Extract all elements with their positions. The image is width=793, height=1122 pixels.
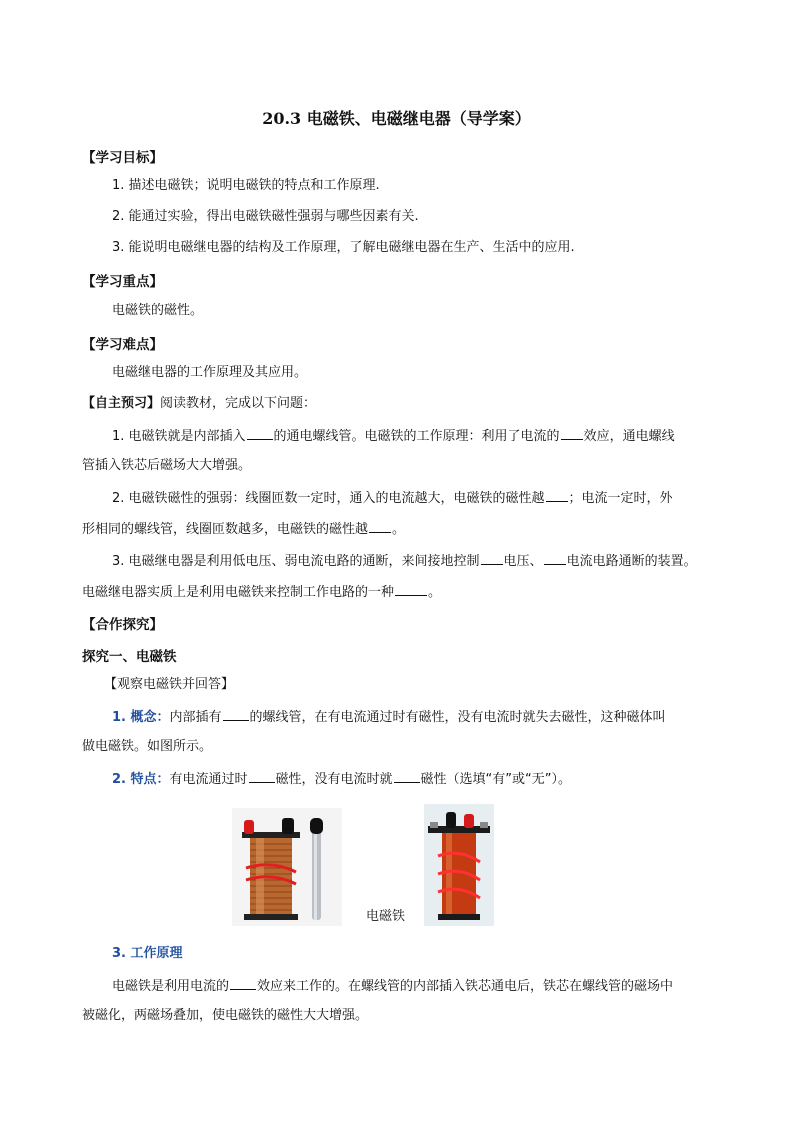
feature-text-b: 磁性，没有电流时就 bbox=[275, 772, 393, 787]
preview-q2-text-a: 2. 电磁铁磁性的强弱：线圈匝数一定时，通入的电流越大，电磁铁的磁性越 bbox=[112, 491, 545, 506]
preview-q3-text-b: 电压、 bbox=[503, 554, 543, 569]
preview-q3-text-a: 3. 电磁继电器是利用低电压、弱电流电路的通断，来间接地控制 bbox=[112, 554, 480, 569]
explore-heading: 探究一、电磁铁 bbox=[82, 649, 177, 665]
document-title: 20.3 电磁铁、电磁继电器（导学案） bbox=[262, 109, 531, 128]
answer-blank[interactable] bbox=[394, 769, 420, 783]
principle-label: 3. 工作原理 bbox=[112, 946, 183, 961]
preview-q3-text-e: 。 bbox=[428, 585, 442, 600]
preview-q2-line2 bbox=[82, 519, 405, 539]
answer-blank[interactable] bbox=[369, 519, 391, 533]
goal-item-2: 2. 能通过实验，得出电磁铁磁性强弱与哪些因素有关. bbox=[112, 209, 419, 224]
key-text: 电磁铁的磁性。 bbox=[112, 303, 204, 318]
answer-blank[interactable] bbox=[561, 426, 583, 440]
concept-line1 bbox=[112, 707, 666, 727]
preview-q2-line1 bbox=[112, 488, 673, 508]
answer-blank[interactable] bbox=[247, 426, 273, 440]
preview-q1-text-c: 效应，通电螺线 bbox=[583, 429, 675, 444]
answer-blank[interactable] bbox=[546, 488, 568, 502]
preview-q1-line1 bbox=[112, 426, 675, 446]
answer-blank[interactable] bbox=[223, 707, 249, 721]
feature-text-c: 磁性（选填“有”或“无”）。 bbox=[420, 772, 571, 787]
principle-line2: 被磁化，两磁场叠加，使电磁铁的磁性大大增强。 bbox=[82, 1008, 369, 1023]
preview-q1-text-a: 1. 电磁铁就是内部插入 bbox=[112, 429, 246, 444]
answer-blank[interactable] bbox=[544, 551, 566, 565]
answer-blank[interactable] bbox=[395, 582, 427, 596]
preview-q3-line2 bbox=[82, 582, 441, 602]
preview-q3-line1 bbox=[112, 551, 697, 571]
answer-blank[interactable] bbox=[249, 769, 275, 783]
preview-q1-text-b: 的通电螺线管。电磁铁的工作原理：利用了电流的 bbox=[273, 429, 560, 444]
coil-and-iron-core-image bbox=[232, 808, 342, 926]
preview-q3-text-c: 电流电路通断的装置。 bbox=[566, 554, 697, 569]
principle-text-b: 效应来工作的。在螺线管的内部插入铁芯通电后，铁芯在螺线管的磁场中 bbox=[257, 979, 674, 994]
principle-heading bbox=[112, 945, 183, 963]
section-difficulty-heading: 【学习难点】 bbox=[82, 337, 163, 353]
preview-q2-text-d: 。 bbox=[392, 522, 406, 537]
preview-q1-line2: 管插入铁芯后磁场大大增强。 bbox=[82, 458, 252, 473]
concept-text-b: 的螺线管，在有电流通过时有磁性，没有电流时就失去磁性，这种磁体叫 bbox=[249, 710, 666, 725]
section-key-heading: 【学习重点】 bbox=[82, 274, 163, 290]
preview-q2-text-c: 形相同的螺线管，线圈匝数越多，电磁铁的磁性越 bbox=[82, 522, 369, 537]
goal-item-3: 3. 能说明电磁继电器的结构及工作原理，了解电磁继电器在生产、生活中的应用. bbox=[112, 240, 575, 255]
electromagnet-image bbox=[424, 804, 494, 926]
explore-subheading: 【观察电磁铁并回答】 bbox=[104, 677, 235, 692]
feature-text-a: 有电流通过时 bbox=[169, 772, 248, 787]
answer-blank[interactable] bbox=[230, 976, 256, 990]
section-preview-heading: 【自主预习】 bbox=[82, 396, 161, 411]
section-coop-heading: 【合作探究】 bbox=[82, 617, 163, 633]
preview-q2-text-b: ；电流一定时，外 bbox=[568, 491, 673, 506]
feature-line bbox=[112, 769, 571, 789]
goal-item-1: 1. 描述电磁铁；说明电磁铁的特点和工作原理. bbox=[112, 178, 380, 193]
preview-q3-text-d: 电磁继电器实质上是利用电磁铁来控制工作电路的一种 bbox=[82, 585, 395, 600]
answer-blank[interactable] bbox=[481, 551, 503, 565]
concept-line2: 做电磁铁。如图所示。 bbox=[82, 739, 213, 754]
principle-line1 bbox=[112, 976, 673, 996]
principle-text-a: 电磁铁是利用电流的 bbox=[112, 979, 230, 994]
difficulty-text: 电磁继电器的工作原理及其应用。 bbox=[112, 365, 308, 380]
preview-heading-line bbox=[82, 395, 316, 413]
preview-intro: 阅读教材，完成以下问题： bbox=[160, 396, 317, 411]
feature-label: 2. 特点： bbox=[112, 772, 170, 787]
section-goals-heading: 【学习目标】 bbox=[82, 150, 163, 166]
figure-caption: 电磁铁 bbox=[366, 909, 406, 924]
concept-label: 1. 概念： bbox=[112, 710, 170, 725]
concept-text-a: 内部插有 bbox=[169, 710, 222, 725]
